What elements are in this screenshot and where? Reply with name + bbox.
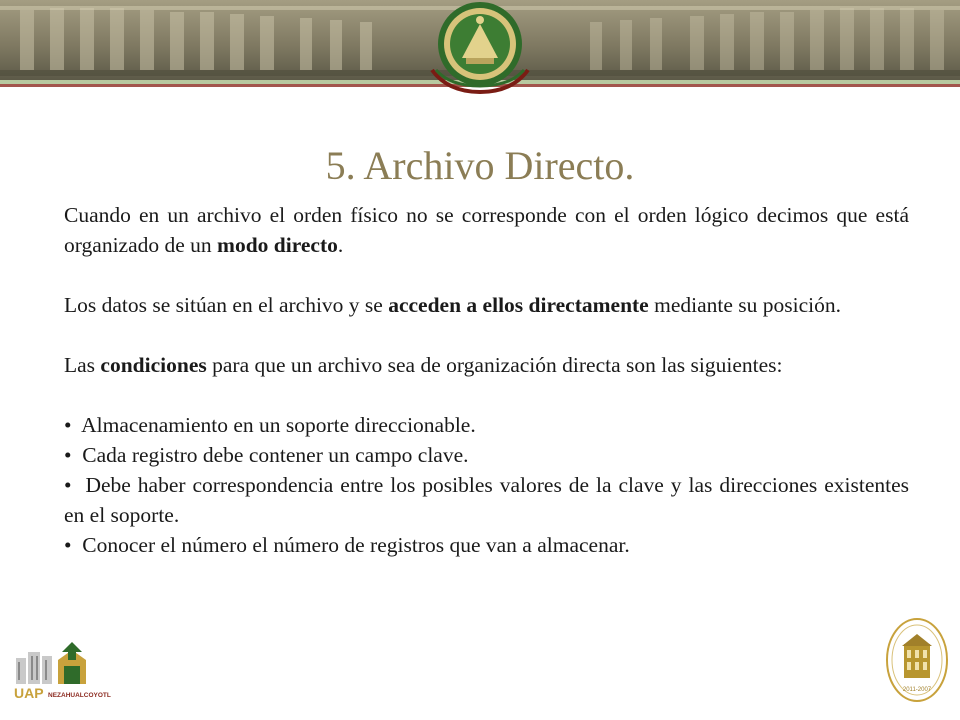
paragraph-text: Cuando en un archivo el orden físico no se corresponde con el orden lógico decimos que está organizado de un <box>64 203 909 257</box>
bullet-icon: • <box>64 473 72 497</box>
paragraph-text: Las <box>64 353 101 377</box>
slide-body <box>64 200 909 560</box>
paragraph-emphasis: acceden a ellos directamente <box>388 293 649 317</box>
svg-text:UAP: UAP <box>14 685 44 701</box>
slide-title: 5. Archivo Directo. <box>325 143 635 188</box>
paragraph-conditions <box>64 350 909 380</box>
list-item-text: Conocer el número el número de registros que van a almacenar. <box>82 533 630 557</box>
paragraph-text: mediante su posición. <box>648 293 842 317</box>
svg-text:NEZAHUALCOYOTL: NEZAHUALCOYOTL <box>48 692 111 699</box>
list-item <box>64 440 909 470</box>
paragraph-text: Los datos se sitúan en el archivo y se <box>64 293 389 317</box>
paragraph-access <box>64 290 909 320</box>
list-item <box>64 410 909 440</box>
bullet-icon: • <box>64 413 72 437</box>
paragraph-emphasis: condiciones <box>100 353 207 377</box>
bullet-icon: • <box>64 533 72 557</box>
list-item-text: Cada registro debe contener un campo clave. <box>82 443 469 467</box>
paragraph-definition <box>64 200 909 260</box>
list-item <box>64 470 909 530</box>
list-item-text: Almacenamiento en un soporte direccionable. <box>81 413 476 437</box>
bullet-icon: • <box>64 443 72 467</box>
paragraph-text: para que un archivo sea de organización directa son las siguientes: <box>206 353 783 377</box>
paragraph-emphasis: modo directo <box>217 233 338 257</box>
uap-logo <box>12 640 112 702</box>
list-item-text: Debe haber correspondencia entre los posibles valores de la clave y las direcciones existentes en el soporte. <box>64 473 909 527</box>
list-item <box>64 530 909 560</box>
paragraph-text: . <box>337 233 344 257</box>
anniversary-seal <box>886 618 948 702</box>
svg-text:2011-2007: 2011-2007 <box>902 687 932 693</box>
mexico-state-emblem <box>418 0 542 96</box>
